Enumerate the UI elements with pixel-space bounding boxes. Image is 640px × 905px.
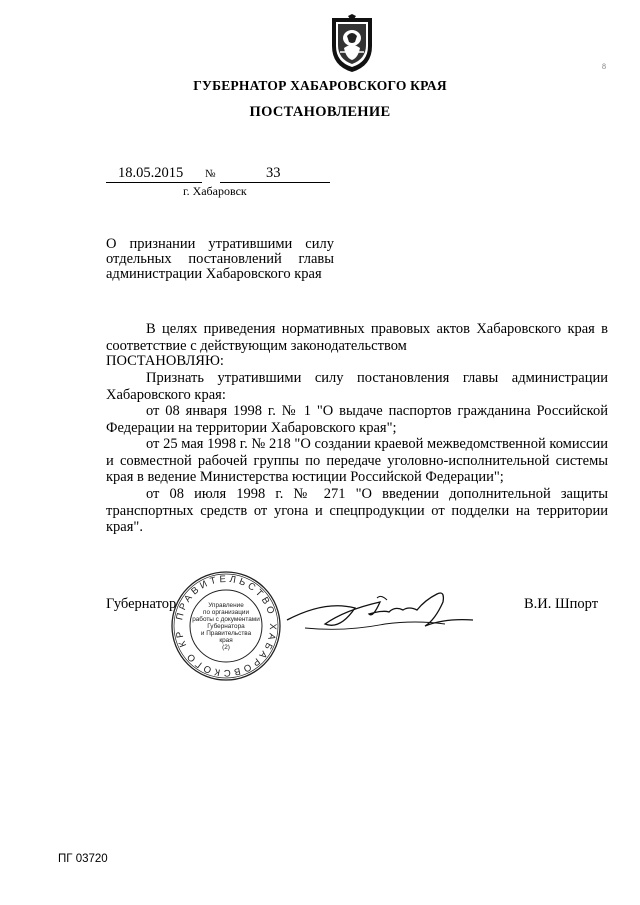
title-line: О признании утратившими силу <box>106 236 334 252</box>
signatory-position: Губернатор <box>106 596 177 612</box>
svg-text:(2): (2) <box>222 644 230 651</box>
operative-paragraph: Признать утратившими силу постановления главы администрации Хабаровского края: <box>106 370 608 403</box>
document-city: г. Хабаровск <box>183 184 247 198</box>
repealed-item: от 08 июля 1998 г. № 271 "О введении дополнительной защиты транспортных средств от угона и спецпродукции от подделки на территории края". <box>106 486 608 536</box>
svg-text:и Правительства: и Правительства <box>200 630 252 637</box>
corner-mark: 8 <box>602 62 606 71</box>
number-underline <box>220 182 330 183</box>
coat-of-arms-icon <box>328 14 376 74</box>
handwritten-signature <box>285 580 475 640</box>
svg-text:края: края <box>219 637 233 644</box>
document-number: 33 <box>266 165 281 181</box>
signatory-name: В.И. Шпорт <box>524 596 599 612</box>
document-date: 18.05.2015 <box>118 165 184 181</box>
official-seal-stamp <box>170 570 282 682</box>
preamble-paragraph: В целях приведения нормативных правовых актов Хабаровского края в соответствие с действующим законодательством <box>106 321 608 354</box>
authority-heading: ГУБЕРНАТОР ХАБАРОВСКОГО КРАЯ <box>193 78 447 93</box>
svg-text:Губернатора: Губернатора <box>207 623 245 630</box>
document-code: ПГ 03720 <box>58 853 108 865</box>
repealed-item: от 25 мая 1998 г. № 218 "О создании краевой межведомственной комиссии и совместной рабочей группы по передаче уголовно-исполнительной системы края в ведение Министерства юстиции Российской Федерации"; <box>106 436 608 486</box>
document-type-heading: ПОСТАНОВЛЕНИЕ <box>249 104 391 120</box>
svg-text:работы с документами: работы с документами <box>192 616 260 623</box>
decree-word: ПОСТАНОВЛЯЮ: <box>106 353 224 369</box>
svg-text:Управление: Управление <box>208 602 244 609</box>
svg-text:ПРАВИТЕЛЬСТВО ХАБАРОВСКОГО КРА: ПРАВИТЕЛЬСТВО ХАБАРОВСКОГО КР <box>173 573 279 679</box>
document-title <box>106 237 334 282</box>
repealed-item: от 08 января 1998 г. № 1 "О выдаче паспортов гражданина Российской Федерации на территории Хабаровского края"; <box>106 403 608 436</box>
title-line: администрации Хабаровского края <box>106 266 322 282</box>
svg-text:по организации: по организации <box>202 609 250 616</box>
date-underline <box>106 182 202 183</box>
number-sign: № <box>205 168 216 180</box>
title-line: отдельных постановлений главы <box>106 251 334 267</box>
